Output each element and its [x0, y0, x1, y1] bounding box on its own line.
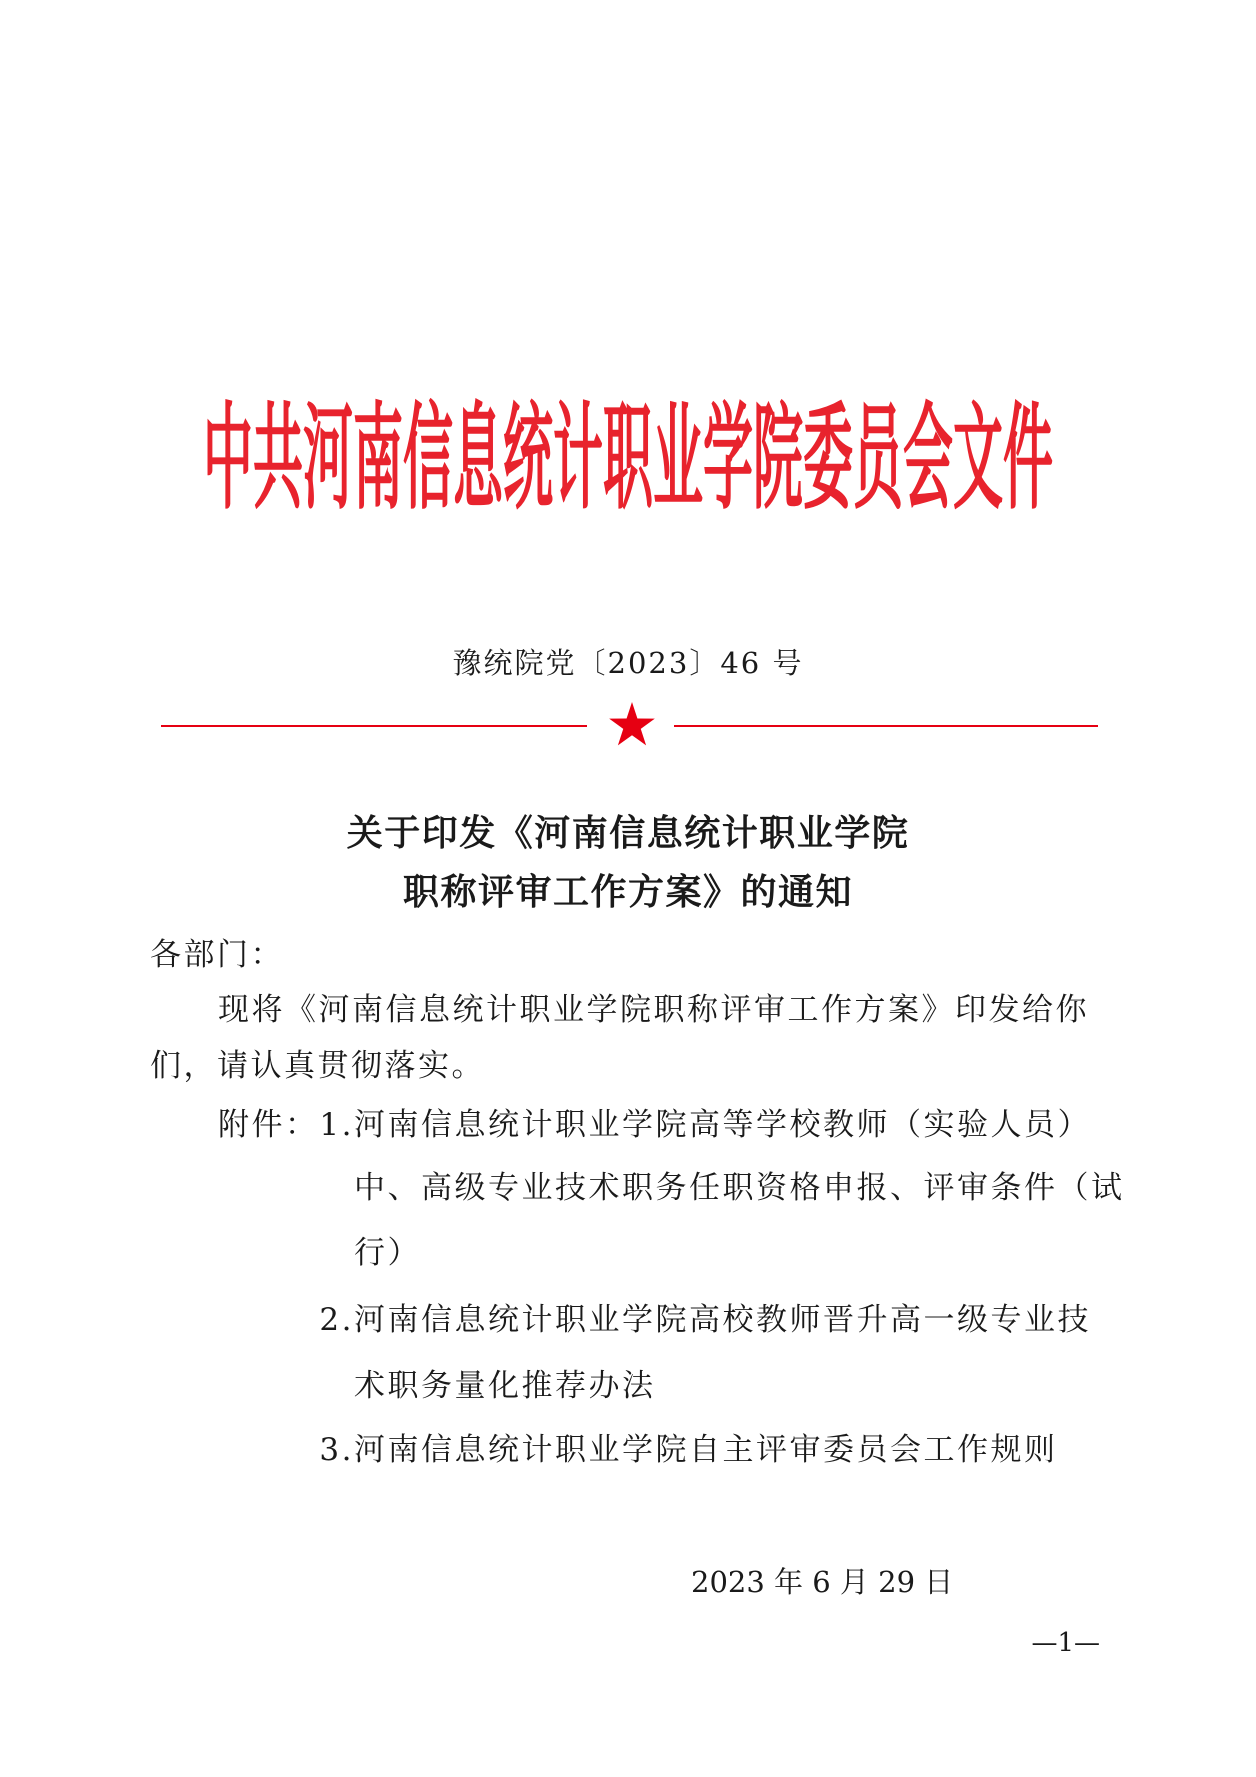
- divider-line-left: [161, 725, 587, 727]
- document-number: 豫统院党〔2023〕46 号: [452, 646, 804, 680]
- attachments-label: 附件：: [218, 1107, 319, 1143]
- attachment-3-number: 3.: [319, 1432, 354, 1468]
- attachment-2-line-1: 河南信息统计职业学院高校教师晋升高一级专业技: [354, 1302, 1091, 1338]
- page-number: —1—: [1031, 1628, 1100, 1658]
- attachment-1-number: 1.: [319, 1107, 354, 1143]
- document-masthead: 中共河南信息统计职业学院委员会文件: [203, 391, 1053, 526]
- notice-title-line-1: 关于印发《河南信息统计职业学院: [346, 812, 910, 854]
- attachment-2-number: 2.: [319, 1302, 354, 1338]
- body-line-2: 们，请认真贯彻落实。: [150, 1048, 485, 1084]
- attachment-1-line-3: 行）: [354, 1235, 421, 1271]
- document-date: 2023 年 6 月 29 日: [691, 1565, 954, 1599]
- attachment-3-line-1: 河南信息统计职业学院自主评审委员会工作规则: [354, 1432, 1058, 1468]
- body-line-1: 现将《河南信息统计职业学院职称评审工作方案》印发给你: [218, 992, 1089, 1028]
- attachment-1-line-2: 中、高级专业技术职务任职资格申报、评审条件（试: [354, 1170, 1125, 1206]
- divider-line-right: [674, 725, 1098, 727]
- star-icon: [608, 702, 656, 750]
- notice-title-line-2: 职称评审工作方案》的通知: [402, 871, 853, 913]
- attachment-1-line-1: 河南信息统计职业学院高等学校教师（实验人员）: [354, 1107, 1091, 1143]
- salutation: 各部门：: [150, 937, 284, 973]
- attachment-2-line-2: 术职务量化推荐办法: [354, 1368, 656, 1404]
